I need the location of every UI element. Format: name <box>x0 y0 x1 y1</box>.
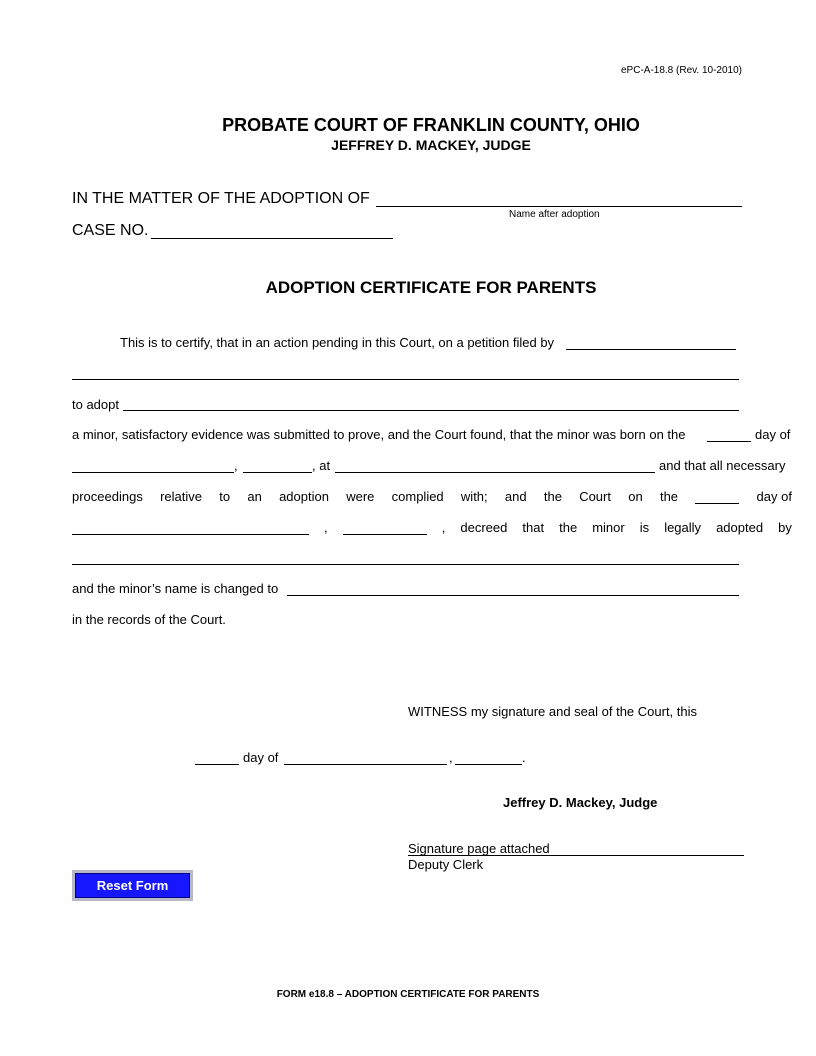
to-adopt-label: to adopt <box>72 397 119 412</box>
witness-month-field[interactable] <box>284 764 447 765</box>
case-label: CASE NO. <box>72 222 149 239</box>
comma: , <box>324 520 328 535</box>
signature-line[interactable] <box>408 855 744 856</box>
court-title: PROBATE COURT OF FRANKLIN COUNTY, OHIO <box>222 115 640 135</box>
petitioner-field[interactable] <box>566 349 736 350</box>
deputy-clerk-label: Deputy Clerk <box>408 857 484 872</box>
witness-text: WITNESS my signature and seal of the Court, this <box>408 704 698 719</box>
form-code: ePC-A-18.8 (Rev. 10-2010) <box>621 65 742 76</box>
proceedings-line <box>72 489 792 504</box>
name-hint: Name after adoption <box>509 209 600 220</box>
adopting-parents-field[interactable] <box>72 564 739 565</box>
word: an <box>247 489 262 504</box>
necessary-label: and that all necessary <box>659 458 786 473</box>
witness-day-field[interactable] <box>195 764 239 765</box>
word: were <box>346 489 375 504</box>
birth-month-field[interactable] <box>72 472 234 473</box>
judge-heading: JEFFREY D. MACKEY, JUDGE <box>331 137 531 153</box>
birth-day-field[interactable] <box>707 441 751 442</box>
word: is <box>639 520 650 535</box>
intro-text: This is to certify, that in an action pending in this Court, on a petition filed by <box>120 335 555 350</box>
word: decreed <box>460 520 508 535</box>
new-name-field[interactable] <box>287 595 739 596</box>
witness-period: . <box>522 750 526 765</box>
word: adopted <box>716 520 764 535</box>
birth-place-field[interactable] <box>335 472 655 473</box>
decree-day-field[interactable] <box>695 489 739 504</box>
decree-month-field[interactable] <box>72 520 309 535</box>
records-text: in the records of the Court. <box>72 612 226 627</box>
petitioner-field-continued[interactable] <box>72 379 739 380</box>
document-title: ADOPTION CERTIFICATE FOR PARENTS <box>265 278 597 297</box>
witness-year-field[interactable] <box>455 764 522 765</box>
word: with; <box>460 489 488 504</box>
decree-line <box>72 520 792 535</box>
word: minor <box>592 520 625 535</box>
word: and <box>504 489 527 504</box>
at-label: , at <box>312 458 331 473</box>
judge-signature-name: Jeffrey D. Mackey, Judge <box>503 795 658 810</box>
signature-attached-text: Signature page attached <box>408 841 550 856</box>
adoptee-name-field[interactable] <box>376 206 742 207</box>
day-label: day of <box>756 489 792 504</box>
word: the <box>543 489 562 504</box>
name-changed-label: and the minor’s name is changed to <box>72 581 279 596</box>
footer-form-title: FORM e18.8 – ADOPTION CERTIFICATE FOR PARENTS <box>276 989 540 1000</box>
word: the <box>659 489 679 504</box>
comma: , <box>441 520 446 535</box>
word: complied <box>391 489 444 504</box>
witness-comma: , <box>449 750 453 765</box>
word: on <box>628 489 643 504</box>
word: Court <box>579 489 611 504</box>
adopted-minor-field[interactable] <box>123 410 739 411</box>
word: the <box>559 520 578 535</box>
word: proceedings <box>72 489 143 504</box>
matter-label: IN THE MATTER OF THE ADOPTION OF <box>72 190 370 207</box>
comma-1: , <box>234 458 238 473</box>
decree-year-field[interactable] <box>343 520 427 535</box>
birth-year-field[interactable] <box>243 472 312 473</box>
word: legally <box>664 520 702 535</box>
witness-day-of: day of <box>243 750 279 765</box>
word: that <box>522 520 545 535</box>
word: by <box>778 520 792 535</box>
minor-text: a minor, satisfactory evidence was submitted to prove, and the Court found, that the minor was born on the <box>72 427 686 442</box>
reset-form-button[interactable] <box>72 870 193 901</box>
word: adoption <box>279 489 329 504</box>
word: to <box>219 489 231 504</box>
case-number-field[interactable] <box>151 238 393 239</box>
reset-form-label: Reset Form <box>75 873 190 898</box>
day-of-label: day of <box>755 427 791 442</box>
word: relative <box>160 489 202 504</box>
